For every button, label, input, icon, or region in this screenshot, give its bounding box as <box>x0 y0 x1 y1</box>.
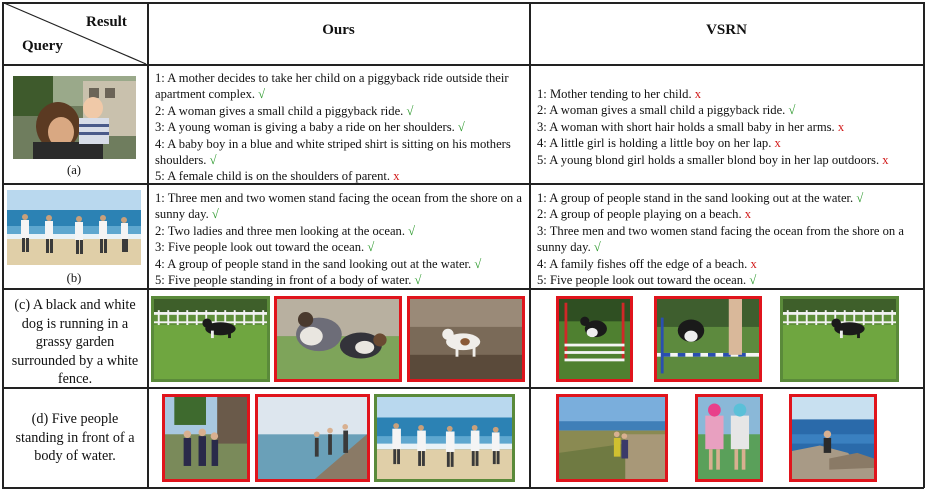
query-label-b: (b) <box>66 271 82 285</box>
cross-mark: x <box>774 136 781 151</box>
check-mark: √ <box>788 103 796 118</box>
check-mark: √ <box>414 273 422 288</box>
caption-item: 3: Five people look out toward the ocean. √ <box>155 240 375 255</box>
header-ours: Ours <box>322 22 355 38</box>
caption-item: 4: A group of people stand in the sand looking out at the water. √ <box>155 256 482 271</box>
caption-list-vsrn-b <box>537 190 921 288</box>
caption-item: 5: Five people standing in front of a body of water. √ <box>155 273 422 288</box>
result-image-correct <box>374 394 515 482</box>
check-mark: √ <box>856 191 864 205</box>
check-mark: √ <box>408 223 416 238</box>
header-result-label: Result <box>86 14 127 30</box>
header-diagonal <box>2 2 148 65</box>
check-mark: √ <box>211 207 219 222</box>
result-image-incorrect <box>162 394 250 482</box>
header-query-label: Query <box>22 38 63 54</box>
table-border-right <box>923 2 925 488</box>
cross-mark: x <box>750 256 757 271</box>
check-mark: √ <box>593 240 601 255</box>
text-query-d: (d) Five people standing in front of a body of water. <box>15 411 135 465</box>
cross-mark: x <box>393 169 400 184</box>
cross-mark: x <box>694 87 702 101</box>
caption-item: 3: Three men and two women stand facing the ocean from the shore on a sunny day. √ <box>537 223 904 255</box>
header-vsrn: VSRN <box>706 22 747 38</box>
caption-item: 4: A family fishes off the edge of a beach. x <box>537 256 757 271</box>
result-image-incorrect <box>274 296 402 382</box>
caption-item: 1: A mother decides to take her child on a piggyback ride outside their apartment complex. √ <box>155 71 509 102</box>
caption-item: 2: Two ladies and three men looking at the ocean. √ <box>155 223 416 238</box>
query-label-a: (a) <box>67 163 81 177</box>
caption-item: 2: A woman gives a small child a piggyback ride. √ <box>155 103 414 118</box>
caption-item: 3: A young woman is giving a baby a ride on her shoulders. √ <box>155 120 465 135</box>
caption-list-ours-b <box>155 190 527 288</box>
caption-item: 1: Mother tending to her child. x <box>537 87 702 101</box>
result-image-incorrect <box>407 296 525 382</box>
caption-item: 5: A female child is on the shoulders of parent. x <box>155 169 400 184</box>
result-image-incorrect <box>654 296 762 382</box>
text-query-c: (c) A black and white dog is running in a grassy garden surrounded by a white fence. <box>11 297 139 388</box>
check-mark: √ <box>258 87 266 102</box>
check-mark: √ <box>367 240 375 255</box>
cross-mark: x <box>882 152 889 167</box>
caption-item: 1: Three men and two women stand facing the ocean from the shore on a sunny day. √ <box>155 191 522 222</box>
result-image-correct <box>151 296 270 382</box>
caption-item: 1: A group of people stand in the sand looking out at the water. √ <box>537 191 864 205</box>
table-rule-col <box>529 2 531 488</box>
result-image-incorrect <box>556 394 668 482</box>
caption-item: 5: Five people look out toward the ocean. √ <box>537 273 757 288</box>
result-image-correct <box>780 296 899 382</box>
check-mark: √ <box>457 120 465 135</box>
table-rule-col <box>147 2 149 488</box>
check-mark: √ <box>406 103 414 118</box>
result-image-incorrect <box>255 394 370 482</box>
result-image-incorrect <box>789 394 877 482</box>
check-mark: √ <box>749 273 757 288</box>
cross-mark: x <box>837 119 845 134</box>
caption-item: 4: A little girl is holding a little boy on her lap. x <box>537 136 781 151</box>
check-mark: √ <box>474 256 482 271</box>
result-image-incorrect <box>695 394 763 482</box>
caption-item: 4: A baby boy in a blue and white striped shirt is sitting on his mothers shoulders. √ <box>155 136 511 168</box>
query-image-a <box>13 76 136 159</box>
caption-list-ours-a <box>155 70 527 185</box>
caption-list-vsrn-a <box>537 86 921 168</box>
table-border-bottom <box>2 487 924 489</box>
query-image-b <box>7 190 141 265</box>
table-border-left <box>2 2 4 488</box>
check-mark: √ <box>209 153 217 168</box>
result-image-incorrect <box>556 296 633 382</box>
caption-item: 2: A woman gives a small child a piggyback ride. √ <box>537 103 796 118</box>
caption-item: 3: A woman with short hair holds a small baby in her arms. x <box>537 119 845 134</box>
caption-item: 2: A group of people playing on a beach. x <box>537 207 752 222</box>
cross-mark: x <box>744 207 752 222</box>
caption-item: 5: A young blond girl holds a smaller blond boy in her lap outdoors. x <box>537 152 889 167</box>
